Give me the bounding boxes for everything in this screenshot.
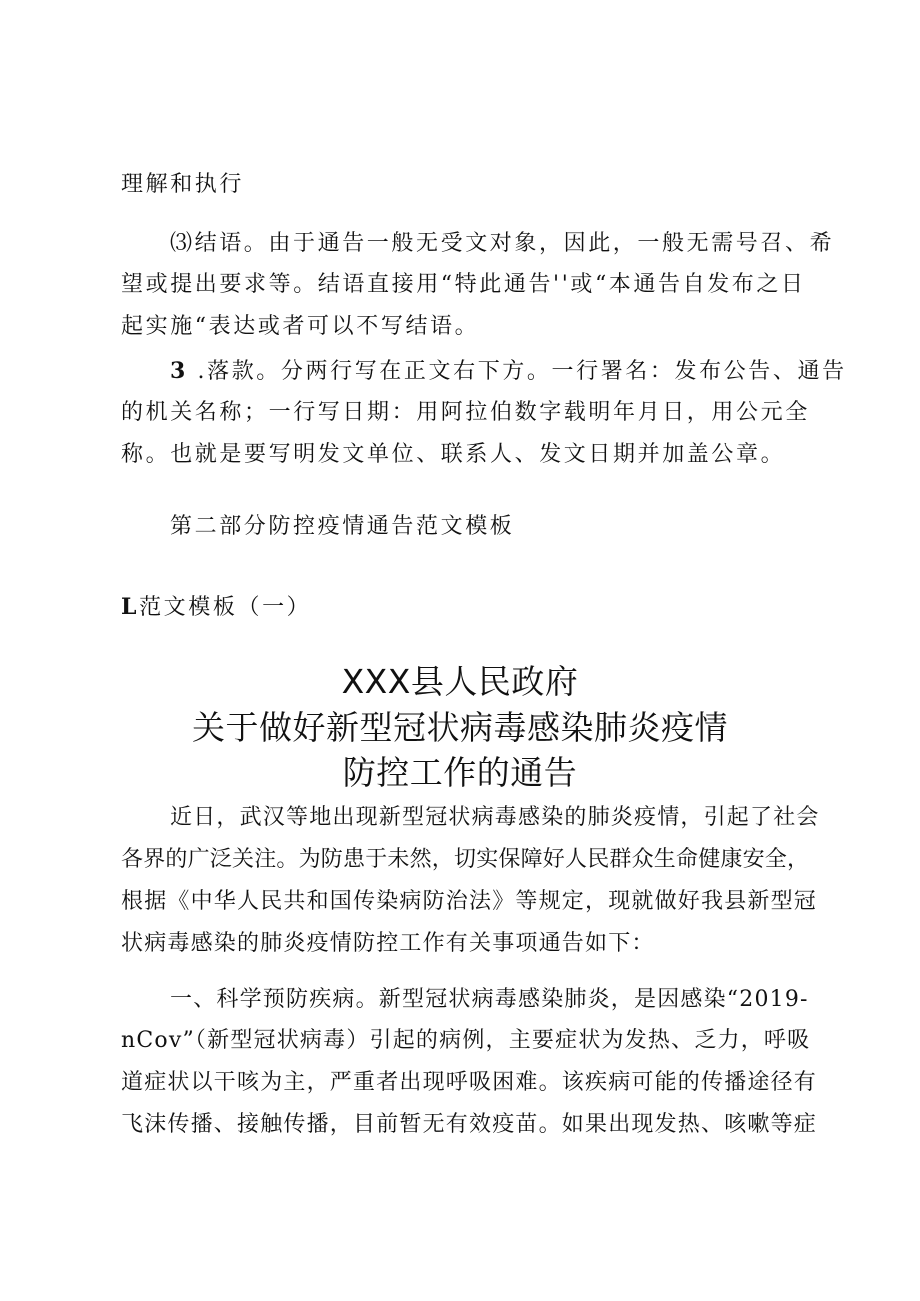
notice-paragraph-line: 一、科学预防疾病。新型冠状病毒感染肺炎，是因感染“2019-	[170, 987, 809, 1012]
notice-title-line-1: XXX县人民政府	[341, 662, 579, 701]
text-line	[170, 356, 847, 387]
item-text: .落款。分两行写在正文右下方。一行署名：发布公告、通告	[187, 359, 847, 384]
text-line: 的机关名称；一行写日期：用阿拉伯数字载明年月日，用公元全	[121, 400, 810, 425]
notice-paragraph-line: 状病毒感染的肺炎疫情防控工作有关事项通告如下：	[121, 931, 655, 956]
notice-paragraph-line: 道症状以干咳为主，严重者出现呼吸困难。该疾病可能的传播途径有	[121, 1070, 818, 1095]
template-label: 范文模板（一）	[139, 595, 312, 620]
text-line: 称。也就是要写明发文单位、联系人、发文日期并加盖公章。	[121, 442, 786, 467]
notice-title-line-3: 防控工作的通告	[342, 753, 578, 792]
template-number: L	[121, 594, 140, 620]
notice-title-line-2: 关于做好新型冠状病毒感染肺炎疫情	[192, 708, 728, 747]
section-heading: 第二部分防控疫情通告范文模板	[170, 514, 515, 539]
notice-paragraph-line: 飞沫传播、接触传播，目前暂无有效疫苗。如果出现发热、咳嗽等症	[121, 1112, 818, 1137]
notice-paragraph-line: nCov”（新型冠状病毒）引起的病例，主要症状为发热、乏力，呼吸	[121, 1028, 811, 1053]
template-heading	[121, 592, 311, 623]
text-line: ⑶结语。由于通告一般无受文对象，因此，一般无需号召、希	[170, 231, 835, 256]
item-number: 3	[170, 358, 188, 384]
text-line: 望或提出要求等。结语直接用“特此通告''或“本通告自发布之日	[121, 272, 806, 297]
notice-paragraph-line: 根据《中华人民共和国传染病防治法》等规定，现就做好我县新型冠	[121, 889, 818, 914]
text-line: 起实施“表达或者可以不写结语。	[121, 314, 480, 339]
notice-paragraph-line: 各界的广泛关注。为防患于未然，切实保障好人民群众生命健康安全，	[121, 847, 810, 872]
notice-paragraph-line: 近日，武汉等地出现新型冠状病毒感染的肺炎疫情，引起了社会	[170, 805, 820, 830]
text-line: 理解和执行	[121, 172, 245, 197]
